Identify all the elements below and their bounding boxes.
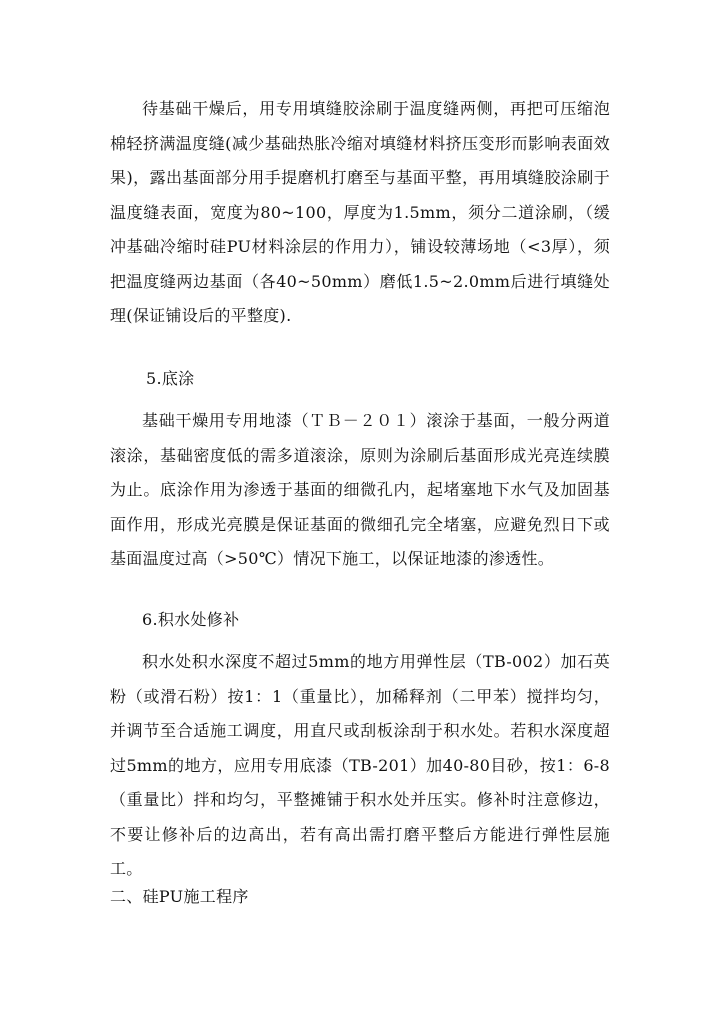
- paragraph-water-repair: 积水处积水深度不超过5mm的地方用弹性层（TB-002）加石英粉（或滑石粉）按1：1（重量比），加稀释剂（二甲苯）搅拌均匀，并调节至合适施工调度，用直尺或刮板涂刮于积水处。若积水深度超过5mm的地方，应用专用底漆（TB-201）加40-80目砂，按1：6-8（重量比）拌和均匀，平整摊铺于积水处并压实。修补时注意修边，不要让修补后的边高出，若有高出需打磨平整后方能进行弹性层施工。: [110, 652, 610, 878]
- heading-primer: 5.底涂: [146, 369, 195, 388]
- paragraph-primer: 基础干燥用专用地漆（ＴＢ－２０１）滚涂于基面，一般分两道滚涂，基础密度低的需多道滚涂，原则为涂刷后基面形成光亮连续膜为止。底涂作用为渗透于基面的细微孔内，起堵塞地下水气及加固基面作用，形成光亮膜是保证基面的微细孔完全堵塞，应避免烈日下或基面温度过高（>50℃）情况下施工，以保证地漆的渗透性。: [110, 411, 610, 568]
- paragraph-expansion-joint: 待基础干燥后，用专用填缝胶涂刷于温度缝两侧，再把可压缩泡棉轻挤满温度缝(减少基础热胀冷缩对填缝材料挤压变形而影响表面效果)，露出基面部分用手提磨机打磨至与基面平整，再用填缝胶涂刷于温度缝表面，宽度为80~100，厚度为1.5mm，须分二道涂刷，（缓冲基础冷缩时硅PU材料涂层的作用力），铺设较薄场地（<3厚），须把温度缝两边基面（各40~50mm）磨低1.5~2.0mm后进行填缝处理(保证铺设后的平整度).: [110, 99, 610, 325]
- heading-section-2: 二、硅PU施工程序: [110, 887, 249, 906]
- heading-water-repair: 6.积水处修补: [142, 610, 240, 629]
